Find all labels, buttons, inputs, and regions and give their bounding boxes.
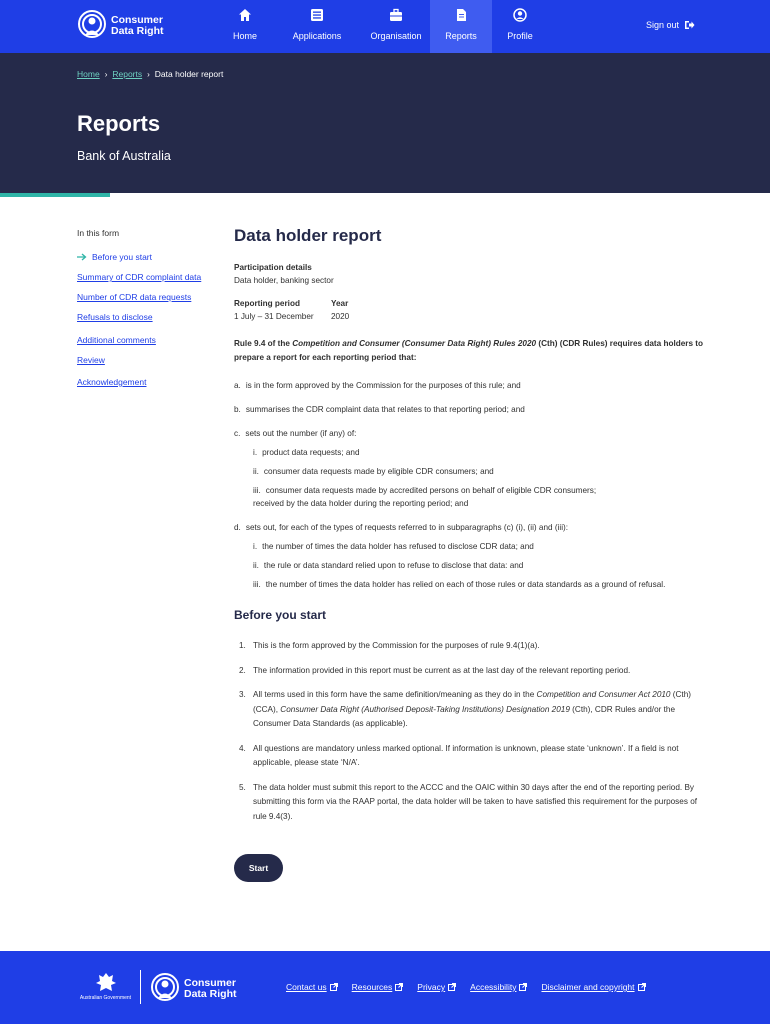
cdr-logo-icon [150, 972, 180, 1006]
page-hero [0, 53, 770, 193]
form-sidebar [77, 228, 212, 397]
sidebar-item-additional-comments[interactable]: Additional comments [77, 335, 156, 345]
cdr-logo[interactable] [77, 9, 164, 43]
rule-intro: Rule 9.4 of the Competition and Consumer (Consumer Data Right) Rules 2020 (Cth) (CDR Rules) requires data holders to prepare a report for each reporting period that: [234, 339, 704, 362]
rule-requirements-list [234, 379, 704, 591]
external-link-icon [519, 983, 527, 991]
sidebar-item-label: Before you start [92, 252, 153, 262]
external-link-icon [330, 983, 338, 991]
period-label: Reporting period [234, 299, 300, 308]
list-item: 5. The data holder must submit this report to the ACCC and the OAIC within 30 days after the end of the reporting period. By submitting this form via the RAAP portal, the data holder will be taken to have satisfied this requirement for the purposes of rule 9.4(3). [239, 782, 698, 821]
nav-reports[interactable] [430, 0, 492, 53]
nav-organisation[interactable] [362, 0, 430, 53]
home-icon [238, 8, 252, 22]
nav-organisation-label: Organisation [370, 31, 422, 41]
sidebar-item-before-you-start[interactable] [77, 252, 212, 262]
nav-home-label: Home [232, 31, 257, 41]
external-link-icon [395, 983, 403, 991]
nav-home[interactable] [218, 0, 272, 53]
nav-applications-label: Applications [292, 31, 342, 41]
list-item: b. summarises the CDR complaint data that relates to that reporting period; and [234, 405, 525, 414]
page-subtitle: Bank of Australia [77, 149, 171, 163]
australian-government-logo[interactable] [78, 971, 133, 1001]
participation-label: Participation details [234, 263, 312, 272]
footer-links [286, 982, 660, 992]
year-value: 2020 [331, 312, 350, 321]
reporting-period [234, 297, 704, 323]
before-you-start-heading: Before you start [234, 608, 327, 622]
chevron-right-icon: › [147, 69, 150, 79]
list-item: iii. consumer data requests made by accredited persons on behalf of eligible CDR consumers; received by the data holder during the reporting period; and [253, 486, 597, 508]
sign-out-label: Sign out [646, 20, 680, 30]
page-title: Reports [77, 111, 161, 136]
list-item: 1. This is the form approved by the Commission for the purposes of rule 9.4(1)(a). [239, 641, 540, 650]
breadcrumb [77, 69, 223, 79]
form-title: Data holder report [234, 226, 382, 245]
nav-profile-label: Profile [507, 31, 533, 41]
logo-line1: Consumer [111, 14, 163, 26]
footer-cdr-logo[interactable] [150, 972, 237, 1006]
footer-link-accessibility[interactable]: Accessibility [470, 982, 527, 992]
logo-line1: Consumer [184, 977, 236, 989]
external-link-icon [448, 983, 456, 991]
instructions-list [234, 639, 704, 824]
cdr-logo-icon [77, 9, 107, 43]
sidebar-item-number-data-requests[interactable]: Number of CDR data requests [77, 292, 192, 302]
gov-text: Australian Government [79, 995, 132, 1001]
list-item: 3. All terms used in this form have the same definition/meaning as they do in the Competition and Consumer Act 2010 (Cth) (CCA), Consumer Data Right (Authorised Deposit-Taking Institutions) Designation 2019 (Cth), CDR Rules and/or the Consumer Data Standards (as applicable). [239, 690, 691, 728]
nav-reports-label: Reports [445, 31, 477, 41]
footer-divider [140, 970, 141, 1004]
breadcrumb-home[interactable]: Home [77, 69, 100, 79]
list-item: i. the number of times the data holder has refused to disclose CDR data; and [253, 542, 534, 551]
footer-link-contact[interactable]: Contact us [286, 982, 338, 992]
participation-details [234, 261, 704, 287]
breadcrumb-current: Data holder report [154, 69, 224, 79]
sidebar-heading: In this form [77, 228, 120, 238]
list-item: ii. consumer data requests made by eligible CDR consumers; and [253, 467, 494, 476]
sign-out-icon [684, 20, 695, 30]
coat-of-arms-icon [91, 971, 121, 993]
footer-link-disclaimer[interactable]: Disclaimer and copyright [541, 982, 645, 992]
user-icon [513, 8, 527, 22]
nav-applications[interactable] [272, 0, 362, 53]
arrow-right-icon [77, 253, 87, 261]
external-link-icon [638, 983, 646, 991]
list-icon [310, 8, 324, 22]
list-item: a. is in the form approved by the Commission for the purposes of this rule; and [234, 381, 521, 390]
main-nav [218, 0, 548, 53]
list-item: i. product data requests; and [253, 448, 360, 457]
sidebar-item-summary-complaint-data[interactable]: Summary of CDR complaint data [77, 272, 202, 282]
sidebar-item-review[interactable]: Review [77, 355, 105, 365]
list-item: iii. the number of times the data holder has relied on each of those rules or data standards as a ground of refusal. [253, 580, 666, 589]
site-header [0, 0, 770, 53]
list-item: ii. the rule or data standard relied upon to refuse to disclose that data: and [253, 561, 524, 570]
year-label: Year [331, 299, 349, 308]
chevron-right-icon: › [104, 69, 108, 79]
period-value: 1 July – 31 December [234, 312, 314, 321]
nav-profile[interactable] [492, 0, 548, 53]
start-button[interactable]: Start [234, 854, 283, 882]
sidebar-item-refusals[interactable]: Refusals to disclose [77, 312, 153, 322]
sign-out-link[interactable] [646, 20, 695, 30]
footer-link-privacy[interactable]: Privacy [417, 982, 456, 992]
logo-line2: Data Right [184, 988, 237, 1000]
sidebar-item-acknowledgement[interactable]: Acknowledgement [77, 377, 147, 387]
list-item: c. sets out the number (if any) of: i. product data requests; and ii. consumer data requests made by eligible CDR consumers; and iii. consumer data requests made by accredited persons on behalf of eligible CDR consumers; received by the data holder during the reporting period; and [234, 427, 704, 510]
footer-link-resources[interactable]: Resources [352, 982, 404, 992]
list-item: 4. All questions are mandatory unless marked optional. If information is unknown, please state ‘unknown’. If a field is not applicable, please state ‘N/A’. [239, 743, 679, 767]
hero-accent-bar [0, 193, 110, 197]
participation-value: Data holder, banking sector [234, 276, 334, 285]
list-item: 2. The information provided in this report must be current as at the last day of the relevant reporting period. [239, 665, 631, 675]
briefcase-icon [389, 8, 403, 22]
logo-line2: Data Right [111, 25, 164, 37]
breadcrumb-reports[interactable]: Reports [112, 69, 143, 79]
list-item: d. sets out, for each of the types of requests referred to in subparagraphs (c) (i), (ii) and (iii): i. the number of times the data holder has refused to disclose CDR data; and ii. the rule or data standard relied upon to refuse to disclose that data: and iii. the number of times the data holder has relied on each of those rules or data standards as a ground of refusal. [234, 521, 704, 591]
document-icon [454, 8, 468, 22]
main-content [234, 225, 704, 882]
site-footer [0, 951, 770, 1024]
